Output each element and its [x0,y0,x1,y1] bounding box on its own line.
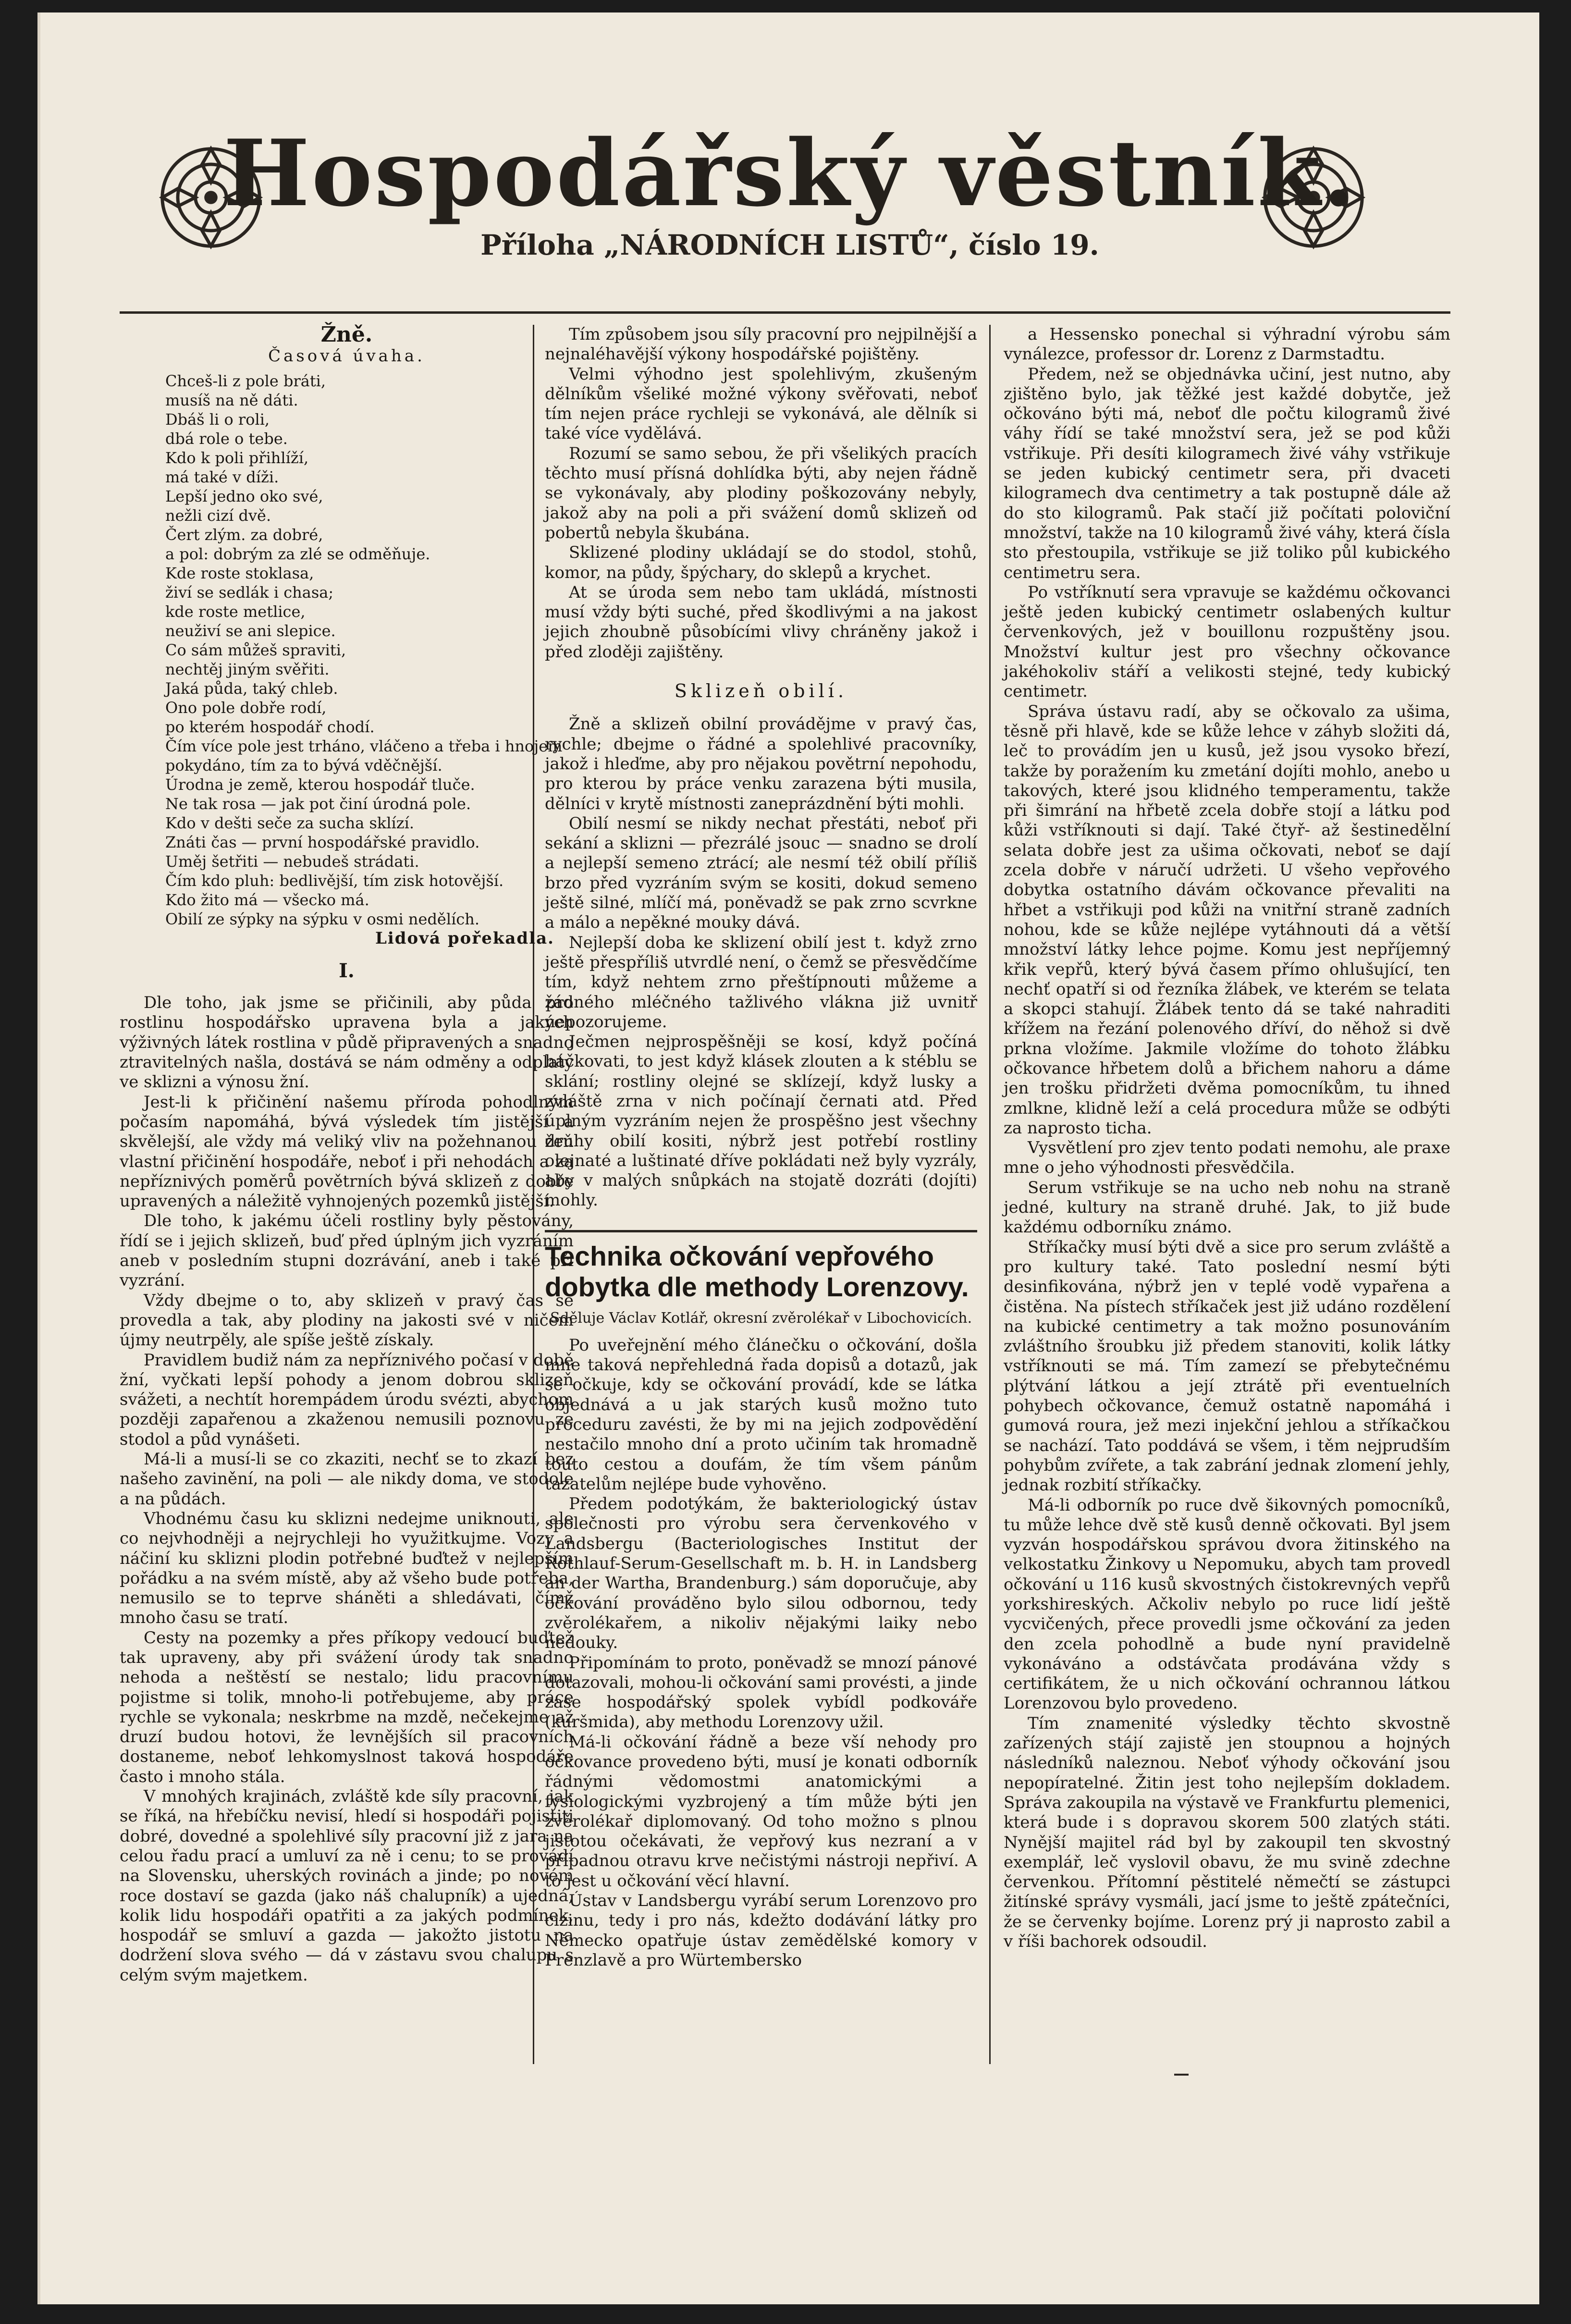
masthead-subtitle: Příloha „NÁRODNÍCH LISTŮ“, číslo 19. [480,229,1099,261]
article-subtitle: Časová úvaha. [268,346,425,366]
paragraph: Má-li odborník po ruce dvě šikovných pomocníků, tu může lehce dvě stě kusů denně očkovati. Byl jsem vyzván hospodářskou správou dvora žitinského na velkostatku Žinkovy u Nepomuku, abych tam provedl očkování u 116 kusů skvostných čistokrevných vepřů yorkshireských. Ačkoliv nebylo po ruce lidí ještě vycvičených, přece provedli jsme očkování za jeden den zcela pohodlně a bude nyní pravidelně vykonáváno a odstávčata prodávána vždy s certifikátem, že u nich očkování ochrannou látkou Lorenzovou bylo provedeno. [1004,1495,1450,1713]
masthead-title: Hospodářský věstník. [223,120,1357,227]
paragraph: Vždy dbejme o to, aby sklizeň v pravý čas se provedla a tak, aby plodiny na jakosti své v ničem újmy neutrpěly, ale spíše ještě získaly. [120,1291,574,1350]
masthead-rule [120,311,1450,314]
paragraph: Má-li očkování řádně a beze vší nehody pro očkovance provedeno býti, musí je konati odborník řádnými vědomostmi anatomickými a fysiologickými vyzbrojený a tím může býti jen zvěrolékař diplomovaný. Od toho možno s plnou jistotou očekávati, že vepřový kus nezraní a v případnou otravu krve nečistými nástroji nepřiví. A to jest u očkování věcí hlavní. [545,1732,977,1891]
article-body-ockovani [545,1336,977,1971]
article-body-continued [545,325,977,662]
paragraph: a Hessensko ponechal si výhradní výrobu sám vynálezce, professor dr. Lorenz z Darmstadtu. [1004,325,1450,364]
section-body-sklizen [545,714,977,1210]
proverb-line: Kdo k poli přihlíží, [165,448,309,467]
newspaper-page [37,12,1539,2304]
paragraph: Rozumí se samo sebou, že při všelikých pracích těchto musí přísná dohlídka býti, aby nejen řádně se vykonávaly, aby plodiny poškozovány nebyly, jakož aby na poli a při svážení domů sklizeň od pobertů nebyla škubána. [545,443,977,542]
paragraph: V mnohých krajinách, zvláště kde síly pracovní, jak se říká, na hřebíčku nevisí, hledí si hospodáři pojistiti dobré, dovedné a spolehlivé síly pracovní již z jara na celou řadu prací a umluví za ně i cenu; to se provádí na Slovensku, uherských rovinách a jinde; po novém roce dostaví se gazda (jako náš chalupník) a ujedná, kolik lidu hospodáři opatřiti a za jakých podmínek, hospodář se smluví a gazda — jakožto jistotu na dodržení slova svého — dá v zástavu svou chalupu s celým svým majetkem. [120,1787,574,1985]
proverb-line: Dbáš li o roli, [165,410,270,429]
paragraph: Dle toho, k jakému účeli rostliny byly pěstovány, řídí se i jejich sklizeň, buď před úplným jich vyzráním aneb v posledním stupni dozrávání, aneb i také při vyzrání. [120,1211,574,1291]
paragraph: Vysvětlení pro zjev tento podati nemohu, ale praxe mne o jeho výhodnosti přesvědčila. [1004,1138,1450,1178]
paragraph: Dle toho, jak jsme se přičinili, aby půda pro rostlinu hospodářsko upravena byla a jakých výživných látek rostlina v půdě připravených a snadno ztravitelných našla, dostává se nám odměny a odplaty ve sklizni a výnosu žní. [120,993,574,1092]
article-body-zne [120,993,574,1985]
proverb-line: Znáti čas — první hospodářské pravidlo. [165,833,480,851]
proverb-line: má také v díži. [165,467,279,486]
paragraph: Tím znamenité výsledky těchto skvostně zařízených stájí zajistě jen stoupnou a hojných následníků naleznou. Neboť výhody očkování jsou nepopíratelné. Žitin jest toho nejlepším dokladem. Správa zakoupila na výstavě ve Frankfurtu plemenici, která bude i s dopravou skorem 500 zlatých státi. Nynější majitel rád byl by zakoupil ten skvostný exemplář, leč vyslovil obavu, že mu svině zdechne červenkou. Přítomní pěstitelé němečtí se zástupci žitínské správy vysmáli, jací jsme to ještě zpátečníci, že se červenky bojíme. Lorenz prý ji naprosto zabil a v říši bachorek odsoudil. [1004,1713,1450,1952]
proverb-line: Čím kdo pluh: bedlivější, tím zisk hotovější. [165,871,504,890]
proverb-line: Kde roste stoklasa, [165,564,314,582]
paragraph: Obilí nesmí se nikdy nechat přestáti, neboť při sekání a sklizni — přezrálé jsouc — snadno se drolí a nejlepší semeno ztrácí; ale nesmí též obilí příliš brzo před vyzráním svým se kositi, dokud semeno ještě silné, mlíčí má, poněvadž se pak zrno scvrkne a málo a nepěkné mouky dává. [545,813,977,933]
proverb-line: Ne tak rosa — jak pot činí úrodná pole. [165,794,471,813]
proverb-line: a pol: dobrým za zlé se odměňuje. [165,544,430,563]
article-body-ockovani-continued [1004,325,1450,1952]
proverb-line: živí se sedlák i chasa; [165,583,334,602]
section-number: I. [339,959,355,982]
paragraph: Správa ústavu radí, aby se očkovalo za ušima, těsně při hlavě, kde se kůže lehce v záhyb složiti dá, leč to provádím jen u kusů, jež jsou vysoko březí, takže by poražením ku zmetání dojíti mohlo, anebo u takových, které jsou klidného temperamentu, takže při šimrání na hřbetě zcela dobře stojí a látku pod kůži vstříknouti si dají. Také čtyř- až šestinedělní selata dobře jest za ušima očkovati, neboť se dají zcela dobře v náručí udržeti. U všeho vepřového dobytka ostatního dávám očkovance převaliti na hřbet a vstřikuji pod kůži na vnitřní straně zadních nohou, kde se kůže nejlépe vytáhnouti dá a větší množství látky lehce pojme. Komu jest nepříjemný křik vepřů, který bývá časem přímo ohlušující, ten nechť opatří si od řezníka žlábek, ve kterém se telata a skopci stahují. Žlábek tento dá se také nahraditi křížem na řezání polenového dříví, do něhož si dvě prkna vložíme. Jakmile vložíme do tohoto žlábku očkovance hřbetem dolů a břichem nahoru a dáme jen trošku přidržeti dvěma pomocníkům, tu ihned zmlkne, klidně leží a celá procedura může se odbýti za naprosto ticha. [1004,701,1450,1138]
proverb-line: musíš na ně dáti. [165,391,298,409]
column-2 [545,325,977,1970]
paragraph: Žně a sklizeň obilní provádějme v pravý čas, rychle; dbejme o řádné a spolehlivé pracovníky, jakož i hleďme, aby pro nějakou povětrní nepohodu, pro kterou by práce venku zarazena býti musila, dělníci v krytě místnosti zaneprázdnění býti mohli. [545,714,977,813]
paragraph: Připomínám to proto, poněvadž se mnozí pánové dotazovali, mohou-li očkování sami provésti, a jinde zase hospodářský spolek vybídl podkováře (kuršmida), aby methodu Lorenzovy užil. [545,1653,977,1732]
column-3 [1004,325,1450,1952]
article-title-zne: Žně. [320,322,373,347]
paragraph: Ječmen nejprospěšněji se kosí, když počíná háčkovati, to jest když klásek zlouten a k stéblu se sklání; rostliny olejné se sklízejí, když lusky a zvláště zrna v nich počínají černati atd. Před úplným vyzráním nejen že prospěšno jest všechny druhy obilí kositi, nýbrž jest potřebí rostliny olejnaté a luštinaté dříve pokládati než byly vyzrály, aby v malých snůpkách na stojatě dozráti (dojíti) mohly. [545,1032,977,1210]
paragraph: Cesty na pozemky a přes příkopy vedoucí buďtež tak upraveny, aby při svážení úrody tak snadno nehoda a neštěstí se nestalo; lidu pracovnímu pojistme si tolik, mnoho-li potřebujeme, aby práce rychle se vykonala; neskrbme na mzdě, nečekejme až druzí budou hotovi, že levnějších sil pracovních dostaneme, neboť lehkomyslnost taková hospodáře často i mnoho stála. [120,1628,574,1786]
proverb-line: neuživí se ani slepice. [165,621,336,640]
proverb-line: Chceš-li z pole bráti, [165,371,326,390]
paragraph: Nejlepší doba ke sklizení obilí jest t. když zrno ještě přespříliš utvrdlé není, o čemž se přesvědčíme tím, když nehtem zrno přeštípnouti můžeme a žádného mléčného tažlivého vlákna již uvnitř nepozorujeme. [545,933,977,1032]
proverb-line: Úrodna je země, kterou hospodář tluče. [165,775,475,794]
proverb-line: Lepší jedno oko své, [165,487,323,505]
proverb-line: kde roste metlice, [165,602,306,621]
article-title-ockovani: Technika očkování vepřového dobytka dle methody Lorenzovy. [545,1230,977,1303]
proverb-line: Uměj šetřiti — nebudeš strádati. [165,852,419,871]
paragraph: Stříkačky musí býti dvě a sice pro serum zvláště a pro kultury také. Tato poslední nesmí býti desinfikována, nýbrž jen v teplé vodě vypařena a čistěna. Na pístech stříkaček jest již udáno rozdělení na kubické centimetry a tak možno posunováním zvláštního šroubku již předem stanoviti, kolik látky vstříknouti se má. Tím zamezí se přebytečnému plýtvání látkou a její ztrátě při eventuelních pohybech očkovance, čemuž ostatně napomáhá i gumová roura, jež mezi injekční jehlou a stříkačkou se nachází. Tato poddává se všem, i těm nejprudším pohybům zvířete, a tak zabrání jednak zlomení jehly, jednak rozbití stříkačky. [1004,1237,1450,1495]
column-divider-2 [989,325,991,2064]
section-title-sklizen: Sklizeň obilí. [674,680,848,702]
proverb-line: Co sám můžeš spraviti, [165,640,346,659]
paragraph: Serum vstřikuje se na ucho neb nohu na straně jedné, kultury na straně druhé. Jak, to již bude každému odborníku známo. [1004,1178,1450,1237]
paragraph: Má-li a musí-li se co zkaziti, nechť se to zkazí bez našeho zavinění, na poli — ale nikdy doma, ve stodole a na půdách. [120,1450,574,1509]
proverb-line: Kdo v dešti seče za sucha sklízí. [165,813,415,832]
paragraph: Po vstříknutí sera vpravuje se každému očkovanci ještě jeden kubický centimetr oslabených kultur červenkových, jež v bouillonu rozpuštěny jsou. Množství kultur jest pro všechny očkovance jakéhokoliv stáří a velikosti stejné, tedy kubický centimetr. [1004,582,1450,701]
paragraph: Vhodnému času ku sklizni nedejme uniknouti, ale co nejvhodněji a nejrychleji ho využitkujme. Vozy a náčiní ku sklizni plodin potřebné buďtež v nejlepším pořádku a na svém místě, aby až všeho bude potřeba, nemusilo se to teprve sháněti a shledávati, čímž mnoho času se tratí. [120,1509,574,1628]
paragraph: Tím způsobem jsou síly pracovní pro nejpilnější a nejnaléhavější výkony hospodářské pojištěny. [545,325,977,364]
paragraph: Sklizené plodiny ukládají se do stodol, stohů, komor, na půdy, špýchary, do sklepů a krychet. [545,543,977,582]
article-byline: Sděluje Václav Kotlář, okresní zvěrolékař v Libochovicích. [550,1309,972,1327]
proverb-line: Čert zlým. za dobré, [165,525,323,544]
proverb-line: dbá role o tebe. [165,429,288,448]
paragraph: At se úroda sem nebo tam ukládá, místnosti musí vždy býti suché, před škodlivými a na jakost jejich zhoubně působícími vlivy chráněny jakož i před zloději zajištěny. [545,582,977,662]
proverb-line: Ono pole dobře rodí, [165,698,327,717]
masthead [40,120,1539,261]
proverb-line: Obilí ze sýpky na sýpku v osmi nedělích. [165,910,480,928]
proverbs-signature: Lidová pořekadla. [375,928,554,948]
proverb-line: Čím více pole jest trháno, vláčeno a třeba i hnojem pokydáno, tím za to bývá vděčnější. [165,737,563,775]
proverbs-list [120,371,574,929]
proverb-line: Kdo žito má — všecko má. [165,890,369,909]
proverb-line: nežli cizí dvě. [165,506,271,525]
column-1 [120,322,574,1985]
paragraph: Po uveřejnění mého článečku o očkování, došla mne taková nepřehledná řada dopisů a dotazů, jak se očkuje, kdy se očkování provádí, kde se látka objednává a u jak starých kusů možno tuto proceduru zavésti, že by mi na jejich zodpovědění nestačilo mnoho dní a proto učiním tak hromadně touto cestou a doufám, že tím všem pánům tazatelům nejlépe bude vyhověno. [545,1335,977,1494]
proverb-line: po kterém hospodář chodí. [165,717,375,736]
proverb-line: Jaká půda, taký chleb. [165,679,338,698]
paragraph: Velmi výhodno jest spolehlivým, zkušeným dělníkům všeliké možné výkony svěřovati, neboť tím nejen práce rychleji se vykonává, ale dělník si také více vydělává. [545,364,977,443]
proverb-line: nechtěj jiným svěřiti. [165,660,330,678]
paragraph: Jest-li k přičinění našemu příroda pohodlným počasím napomáhá, bývá výsledek tím jistější a skvělejší, ale vždy má veliký vliv na požehnanou žeň vlastní přičinění hospodáře, neboť i při nehodách a za nepříznivých poměrů povětrních bývá sklizeň z dobře upravených a náležitě vyhnojených pozemků jistější. [120,1092,574,1211]
paragraph: Předem podotýkám, že bakteriologický ústav společnosti pro výrobu sera červenkového v Landsbergu (Bacteriologisches Institut der Rothlauf-Serum-Gesellschaft m. b. H. in Landsberg an der Wartha, Brandenburg.) sám doporučuje, aby očkování prováděno bylo silou odbornou, tedy zvěrolékařem, a nikoliv nějakými laiky nebo nedouky. [545,1494,977,1653]
paragraph: Předem, než se objednávka učiní, jest nutno, aby zjištěno bylo, jak těžké jest každé dobytče, jež očkováno býti má, neboť dle počtu kilogramů živé váhy řídí se také množství sera, jež se pod kůži vstřikuje. Při desíti kilogramech živé váhy vstřikuje se jeden kubický centimetr sera, při dvaceti kilogramech dva centimetry a tak postupně dále až do sto kilogramů. Pak stačí již počítati poloviční množství, takže na 10 kilogramů živé váhy, která čísla sto přestoupila, vstřikuje se již toliko půl kubického centimetru sera. [1004,364,1450,582]
end-dash [1174,2074,1189,2076]
paragraph: Pravidlem budiž nám za nepříznivého počasí v době žní, vyčkati lepší pohody a jenom dobrou sklizeň svážeti, a nechtít horempádem úrodu svézti, abychom později zapařenou a zkaženou nemusili poznovu ze stodol a půd vynášeti. [120,1350,574,1449]
paragraph: Ústav v Landsbergu vyrábí serum Lorenzovo pro cizinu, tedy i pro nás, kdežto dodávání látky pro Německo opatřuje ústav zemědělské komory v Prenzlavě a pro Würtembersko [545,1891,977,1970]
